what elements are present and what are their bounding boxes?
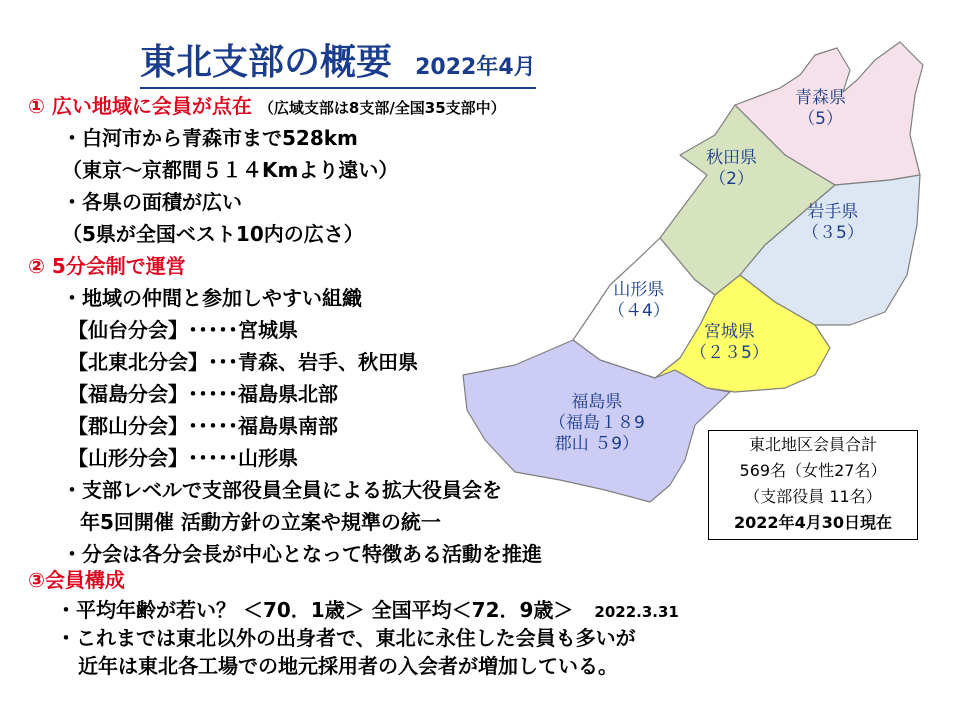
- age-date: 2022.3.31: [594, 603, 679, 621]
- section3-line-2: 近年は東北各工場での地元採用者の入会者が増加している。: [78, 654, 618, 678]
- title-date: 2022年4月: [415, 55, 536, 80]
- section1-heading: [28, 94, 506, 120]
- section2-line-8: 年5回開催 活動方針の立案や規準の統一: [80, 510, 441, 534]
- section1-line-2: （東京～京都間５１４Kmより遠い）: [62, 158, 399, 182]
- pref-count-iwate: （３5）: [802, 223, 864, 243]
- section2-line-6: 【山形分会】･････山形県: [68, 446, 298, 470]
- section3-heading: ③会員構成: [28, 568, 125, 592]
- pref-name-aomori: 青森県: [795, 88, 846, 108]
- section2-line-4: 【福島分会】･････福島県北部: [68, 382, 338, 406]
- section2-line-5: 【郡山分会】･････福島県南部: [68, 414, 338, 438]
- pref-label-aomori: [795, 88, 846, 130]
- summary-line-2: 569名（女性27名）: [739, 461, 887, 480]
- pref-count-fukushima: （福島１８9: [549, 413, 645, 433]
- section2-line-1: ・地域の仲間と参加しやすい組織: [62, 286, 362, 310]
- section1-line-1: ・白河市から青森市まで528km: [62, 126, 358, 150]
- age-comparison: ・平均年齢が若い？ ＜70．1歳＞ 全国平均＜72．9歳＞: [56, 598, 574, 622]
- section2-line-9: ・分会は各分会長が中心となって特徴ある活動を推進: [62, 542, 542, 566]
- pref-name-iwate: 岩手県: [807, 202, 859, 222]
- pref-count2-fukushima: 郡山 ５9）: [554, 434, 640, 454]
- pref-label-fukushima: [549, 392, 645, 455]
- section2-line-7: ・支部レベルで支部役員全員による拡大役員会を: [62, 478, 502, 502]
- section3-line-1: ・これまでは東北以外の出身者で、東北に永住した会員も多いが: [56, 626, 636, 650]
- pref-name-miyagi: 宮城県: [703, 322, 755, 342]
- title-main: 東北支部の概要: [140, 42, 393, 83]
- pref-label-iwate: [802, 202, 864, 244]
- pref-label-akita: [706, 148, 757, 190]
- section1-line-4: （5県が全国ベスト10内の広さ）: [62, 222, 364, 246]
- section2-line-2: 【仙台分会】･････宮城県: [68, 318, 298, 342]
- pref-count-yamagata: （４4）: [608, 301, 670, 321]
- section1-note: （広域支部は8支部/全国35支部中）: [258, 99, 506, 117]
- pref-count-miyagi: （２３5）: [690, 343, 769, 363]
- section1-heading-text: ① 広い地域に会員が点在: [28, 94, 252, 118]
- member-summary-box: [708, 430, 918, 540]
- pref-name-yamagata: 山形県: [613, 280, 665, 300]
- summary-line-1: 東北地区会員合計: [748, 435, 877, 454]
- pref-name-akita: 秋田県: [706, 148, 757, 168]
- pref-label-yamagata: [608, 280, 670, 322]
- summary-line-3: （支部役員 11名）: [744, 487, 882, 506]
- section2-line-3: 【北東北分会】･･･青森、岩手、秋田県: [68, 350, 418, 374]
- section3-age-line: [56, 598, 679, 624]
- section2-heading: ② 5分会制で運営: [28, 254, 186, 278]
- section1-line-3: ・各県の面積が広い: [62, 190, 242, 214]
- pref-count-akita: （2）: [709, 169, 754, 189]
- summary-line-4: 2022年4月30日現在: [734, 513, 892, 532]
- pref-name-fukushima: 福島県: [571, 392, 623, 412]
- pref-count-aomori: （5）: [798, 109, 843, 129]
- pref-label-miyagi: [690, 322, 769, 364]
